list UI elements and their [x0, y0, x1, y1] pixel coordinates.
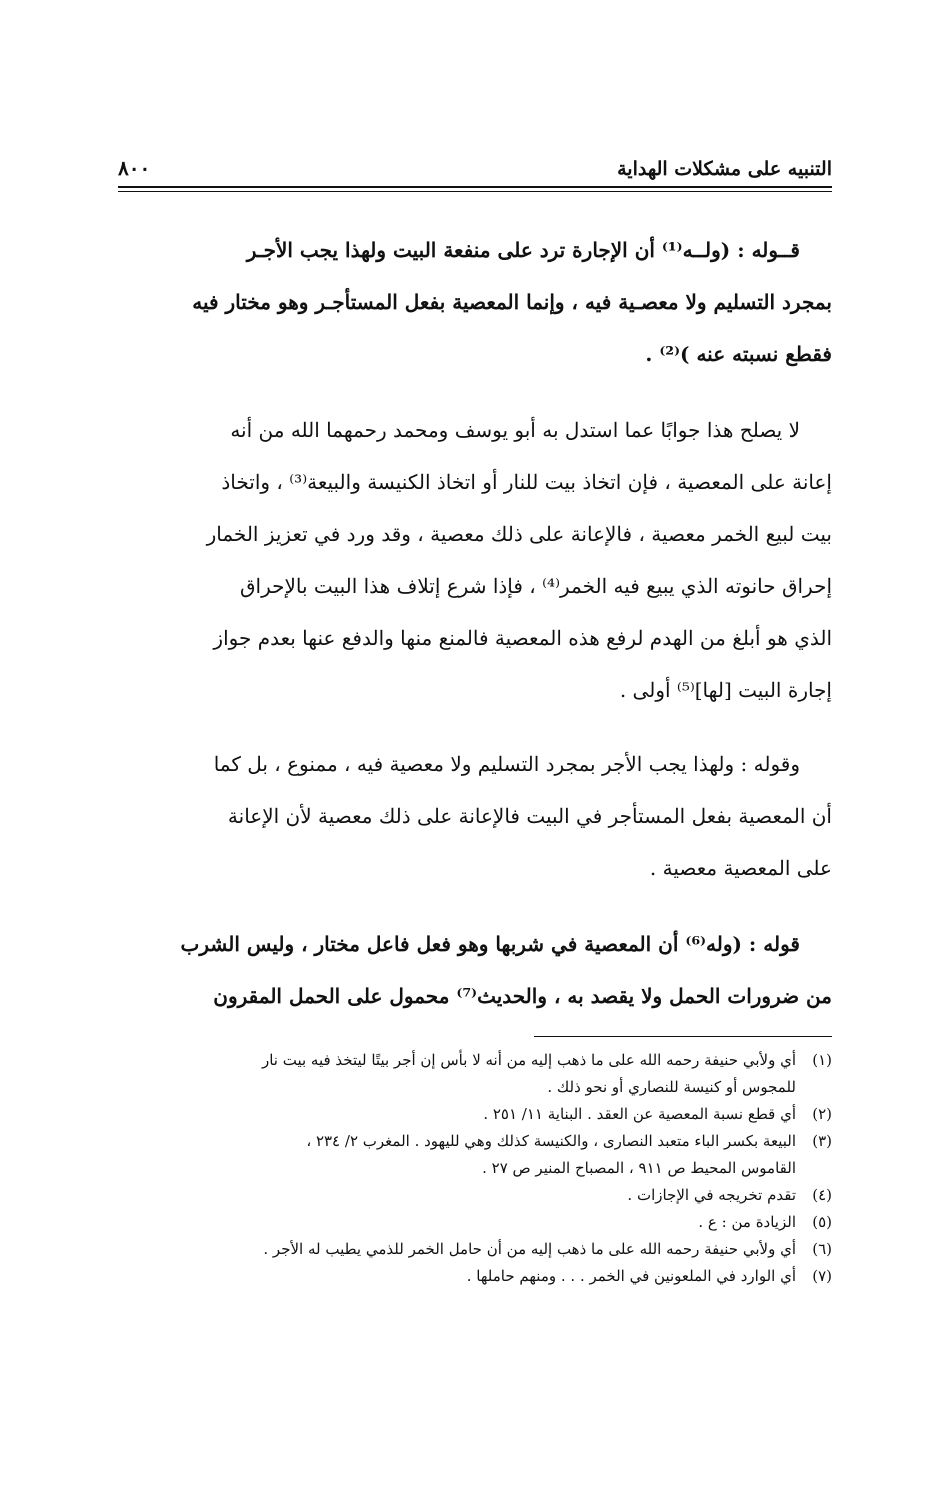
footnote [118, 1236, 832, 1263]
commentary-paragraph-2: وقوله : ولهذا يجب الأجر بمجرد التسليم ولا معصية فيه ، ممنوع ، بل كما أن المعصية بفعل المستأجر في البيت فالإعانة على ذلك معصية لأن الإعانة على المعصية معصية . [213, 752, 832, 880]
header-rule-thin [118, 191, 832, 192]
footnote [118, 1047, 832, 1101]
footnote-number: (٥) [812, 1213, 832, 1231]
footnote-number: (٣) [812, 1132, 832, 1150]
footnotes [118, 1047, 832, 1290]
quote-paragraph-1: قــوله : (ولــه⁽¹⁾ أن الإجارة ترد على منفعة البيت ولهذا يجب الأجـر بمجرد التسليم ولا معصـية فيه ، وإنما المعصية بفعل المستأجـر وهو مختار فيه فقطع نسبته عنه )⁽²⁾ . [192, 238, 832, 366]
footnote-text: تقدم تخريجه في الإجازات . [627, 1186, 796, 1204]
footnote [118, 1209, 832, 1236]
footnote [118, 1263, 832, 1290]
footnote-text: أي ولأبي حنيفة رحمه الله على ما ذهب إليه من أنه لا بأس إن أجر بيتًا ليتخذ فيه بيت نار للمجوس أو كنيسة للنصاري أو نحو ذلك . [261, 1051, 796, 1096]
footnote [118, 1128, 832, 1182]
quote-paragraph-2: قوله : (وله⁽⁶⁾ أن المعصية في شربها وهو فعل فاعل مختار ، وليس الشرب من ضرورات الحمل ولا يقصد به ، والحديث⁽⁷⁾ محمول على الحمل المقرون [180, 932, 832, 1008]
footnote-text: أي الوارد في الملعونين في الخمر . . . ومنهم حاملها . [466, 1267, 796, 1285]
book-page [118, 140, 832, 1290]
book-title: التنبيه على مشكلات الهداية [617, 158, 832, 180]
running-header [118, 140, 832, 180]
page-number: ٨٠٠ [118, 156, 151, 180]
footnote-text: أي قطع نسبة المعصية عن العقد . البناية ١١/ ٢٥١ . [483, 1105, 796, 1123]
footnote [118, 1182, 832, 1209]
footnote-text: البيعة بكسر الباء متعبد النصارى ، والكنيسة كذلك وهي لليهود . المغرب ٢/ ٢٣٤ ، القاموس المحيط ص ٩١١ ، المصباح المنير ص ٢٧ . [306, 1132, 796, 1177]
footnote-separator [534, 1036, 832, 1037]
footnote-number: (٦) [812, 1240, 832, 1258]
commentary-paragraph-1: لا يصلح هذا جوابًا عما استدل به أبو يوسف ومحمد رحمهما الله من أنه إعانة على المعصية ، فإن اتخاذ بيت للنار أو اتخاذ الكنيسة والبيعة⁽³⁾ ، واتخاذ بيت لبيع الخمر معصية ، فالإعانة على ذلك معصية ، وقد ورد في تعزيز الخمار إحراق حانوته الذي يبيع فيه الخمر⁽⁴⁾ ، فإذا شرع إتلاف هذا البيت بالإحراق الذي هو أبلغ من الهدم لرفع هذه المعصية فالمنع منها والدفع عنها بعدم جواز إجارة البيت [لها]⁽⁵⁾ أولى . [206, 418, 832, 702]
footnote-text: الزيادة من : ع . [698, 1213, 796, 1231]
footnote-number: (١) [812, 1051, 832, 1069]
footnote-number: (٧) [812, 1267, 832, 1285]
header-rule-thick [118, 186, 832, 188]
footnote-text: أي ولأبي حنيفة رحمه الله على ما ذهب إليه من أن حامل الخمر للذمي يطيب له الأجر . [263, 1240, 796, 1258]
footnote-number: (٤) [812, 1186, 832, 1204]
footnote-number: (٢) [812, 1105, 832, 1123]
footnote [118, 1101, 832, 1128]
